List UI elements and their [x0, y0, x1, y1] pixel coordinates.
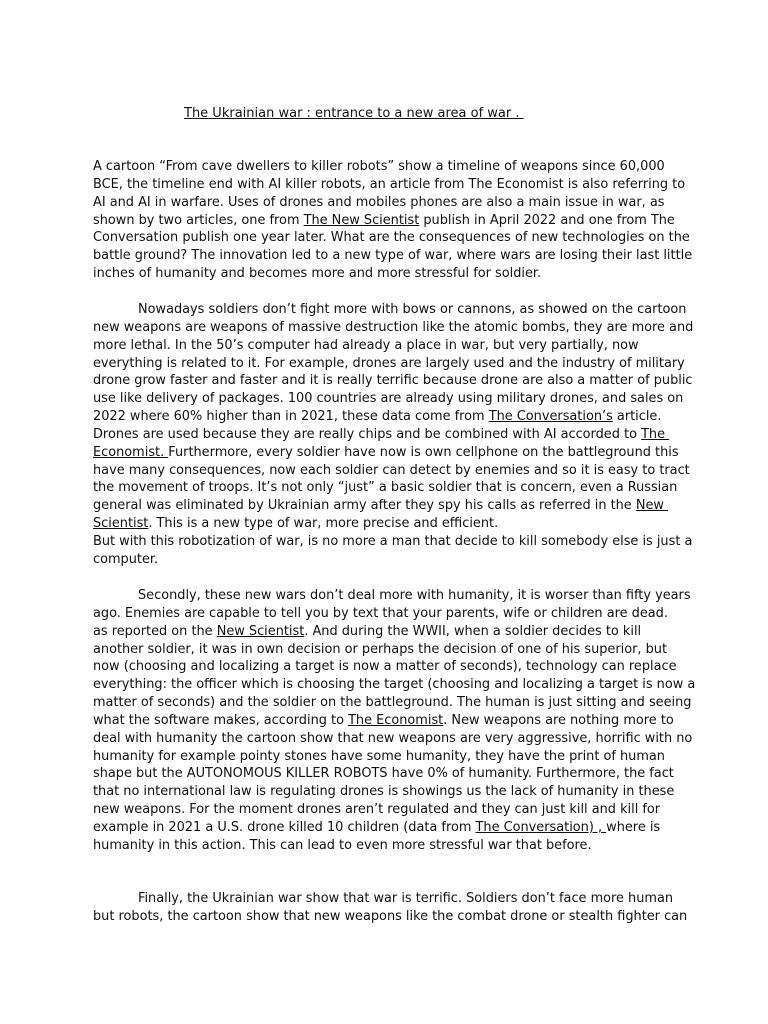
text-line	[93, 730, 693, 748]
text-line	[93, 229, 690, 247]
text-line	[93, 551, 683, 569]
text-line	[93, 301, 687, 319]
text-segment: humanity for example pointy stones have some humanity, they have the print of human	[93, 748, 665, 764]
text-segment: Finally, the Ukrainian war show that war is terrific. Soldiers don’t face more human	[138, 891, 674, 906]
cited-source: The	[641, 426, 670, 442]
paragraph-secondly	[93, 587, 696, 855]
cited-source: The New Scientist	[303, 212, 420, 228]
text-line	[93, 462, 690, 480]
text-segment: ago. Enemies are capable to tell you by text that your parents, wife or children are dead.	[93, 605, 668, 621]
cited-source: The Conversation) ,	[475, 819, 607, 835]
text-line	[93, 408, 683, 426]
text-line	[93, 176, 686, 194]
text-segment: have many consequences, now each soldier can detect by enemies and so it is easy to tract	[93, 462, 690, 478]
text-segment: But with this robotization of war, is no more a man that decide to kill somebody else is just a	[93, 533, 693, 549]
text-segment: A cartoon “From cave dwellers to killer robots” show a timeline of weapons since 60,000	[93, 159, 665, 174]
text-segment: . This is a new type of war, more precise and efficient.	[148, 516, 499, 532]
text-line	[93, 319, 694, 337]
text-segment: the movement of troops. It’s not only “just” a basic soldier that is concern, even a Russian	[93, 480, 678, 496]
text-segment: use like delivery of packages. 100 countries are already using military drones, and sales on	[93, 391, 684, 407]
cited-source: New Scientist	[216, 623, 305, 639]
text-segment: . New weapons are nothing more to	[443, 712, 674, 728]
text-line	[93, 158, 683, 176]
paragraph-finally	[93, 890, 688, 926]
text-segment: new weapons. For the moment drones aren’t regulated and they can just kill and kill for	[93, 802, 661, 818]
text-line	[93, 908, 688, 926]
text-segment: computer.	[93, 551, 159, 567]
text-line	[93, 515, 683, 533]
text-segment: shape but the AUTONOMOUS KILLER ROBOTS have 0% of humanity. Furthermore, the fact	[93, 766, 674, 782]
text-segment: as reported on the	[93, 623, 217, 639]
text-line	[93, 497, 683, 515]
text-line	[93, 265, 683, 283]
text-line	[93, 694, 692, 712]
text-segment: Drones are used because they are really chips and be combined with AI accorded to	[93, 426, 642, 442]
text-segment: matter of seconds) and the soldier on the battleground. The human is just sitting and seeing	[93, 695, 692, 711]
text-segment: another soldier, it was in own decision or perhaps the decision of one of his superior, but	[93, 641, 668, 657]
text-line	[93, 676, 696, 694]
paragraph-nowadays	[93, 301, 694, 569]
text-segment: article.	[612, 409, 662, 425]
text-segment: where is	[606, 819, 661, 835]
text-line	[93, 819, 683, 837]
text-segment: example in 2021 a U.S. drone killed 10 children (data from	[93, 819, 476, 835]
text-segment: BCE, the timeline end with AI killer robots, an article from The Economist is also referring to	[93, 176, 686, 192]
document-title: The Ukrainian war : entrance to a new area of war .	[184, 106, 524, 121]
text-line	[93, 426, 683, 444]
cited-source: Economist.	[93, 444, 169, 460]
text-line	[93, 658, 683, 676]
text-segment: humanity in this action. This can lead to even more stressful war that before.	[93, 837, 592, 853]
text-segment: but robots, the cartoon show that new weapons like the combat drone or stealth fighter can	[93, 908, 688, 924]
text-segment: now (choosing and localizing a target is now a matter of seconds), technology can replace	[93, 659, 677, 675]
text-line	[93, 194, 683, 212]
text-line	[93, 587, 691, 605]
text-segment: deal with humanity the cartoon show that new weapons are very aggressive, horrific with no	[93, 730, 693, 746]
text-line	[93, 712, 683, 730]
text-segment: drone grow faster and faster and it is really terrific because drone are also a matter of public	[93, 373, 693, 389]
text-segment: inches of humanity and becomes more and more stressful for soldier.	[93, 266, 542, 282]
text-segment: Secondly, these new wars don’t deal more with humanity, it is worser than fifty years	[138, 588, 691, 603]
text-segment: Conversation publish one year later. What are the consequences of new technologies on the	[93, 230, 690, 246]
text-segment: . And during the WWII, when a soldier decides to kill	[304, 623, 642, 639]
text-line	[93, 479, 683, 497]
text-line	[93, 444, 683, 462]
text-line	[93, 641, 683, 659]
text-line	[93, 337, 683, 355]
text-segment: more lethal. In the 50’s computer had already a place in war, but very partially, now	[93, 337, 639, 353]
text-segment: publish in April 2022 and one from The	[419, 212, 675, 228]
text-segment: battle ground? The innovation led to a new type of war, where wars are losing their last little	[93, 248, 693, 264]
text-segment: Nowadays soldiers don’t fight more with bows or cannons, as showed on the cartoon	[138, 302, 687, 317]
text-line	[93, 783, 683, 801]
text-line	[93, 372, 693, 390]
text-segment: AI and AI in warfare. Uses of drones and mobiles phones are also a main issue in war, as	[93, 194, 665, 210]
text-segment: that no international law is regulating drones is showings us the lack of humanity in these	[93, 784, 675, 800]
text-line	[93, 801, 683, 819]
text-segment: 2022 where 60% higher than in 2021, these data come from	[93, 409, 489, 425]
text-line	[93, 355, 683, 373]
text-segment: everything: the officer which is choosing the target (choosing and localizing a target is now a	[93, 677, 696, 693]
text-line	[93, 533, 693, 551]
cited-source: The Conversation’s	[488, 409, 613, 425]
paragraph-introduction	[93, 158, 693, 283]
text-segment: what the software makes, according to	[93, 712, 349, 728]
text-segment: new weapons are weapons of massive destruction like the atomic bombs, they are more and	[93, 319, 694, 335]
text-line	[93, 247, 693, 265]
text-segment: shown by two articles, one from	[93, 212, 304, 228]
text-line	[93, 605, 683, 623]
text-line	[93, 890, 683, 908]
text-line	[93, 212, 683, 230]
text-line	[93, 623, 683, 641]
text-segment: general was eliminated by Ukrainian army after they spy his calls as referred in the	[93, 498, 636, 514]
text-line	[93, 765, 683, 783]
cited-source: New	[635, 498, 669, 514]
text-line	[93, 748, 683, 766]
text-line	[93, 390, 683, 408]
text-segment: Furthermore, every soldier have now is own cellphone on the battleground this	[168, 444, 679, 460]
cited-source: The Economist	[348, 712, 444, 728]
text-line	[93, 837, 683, 855]
cited-source: Scientist	[93, 516, 149, 532]
text-segment: everything is related to it. For example, drones are largely used and the industry of military	[93, 355, 685, 371]
